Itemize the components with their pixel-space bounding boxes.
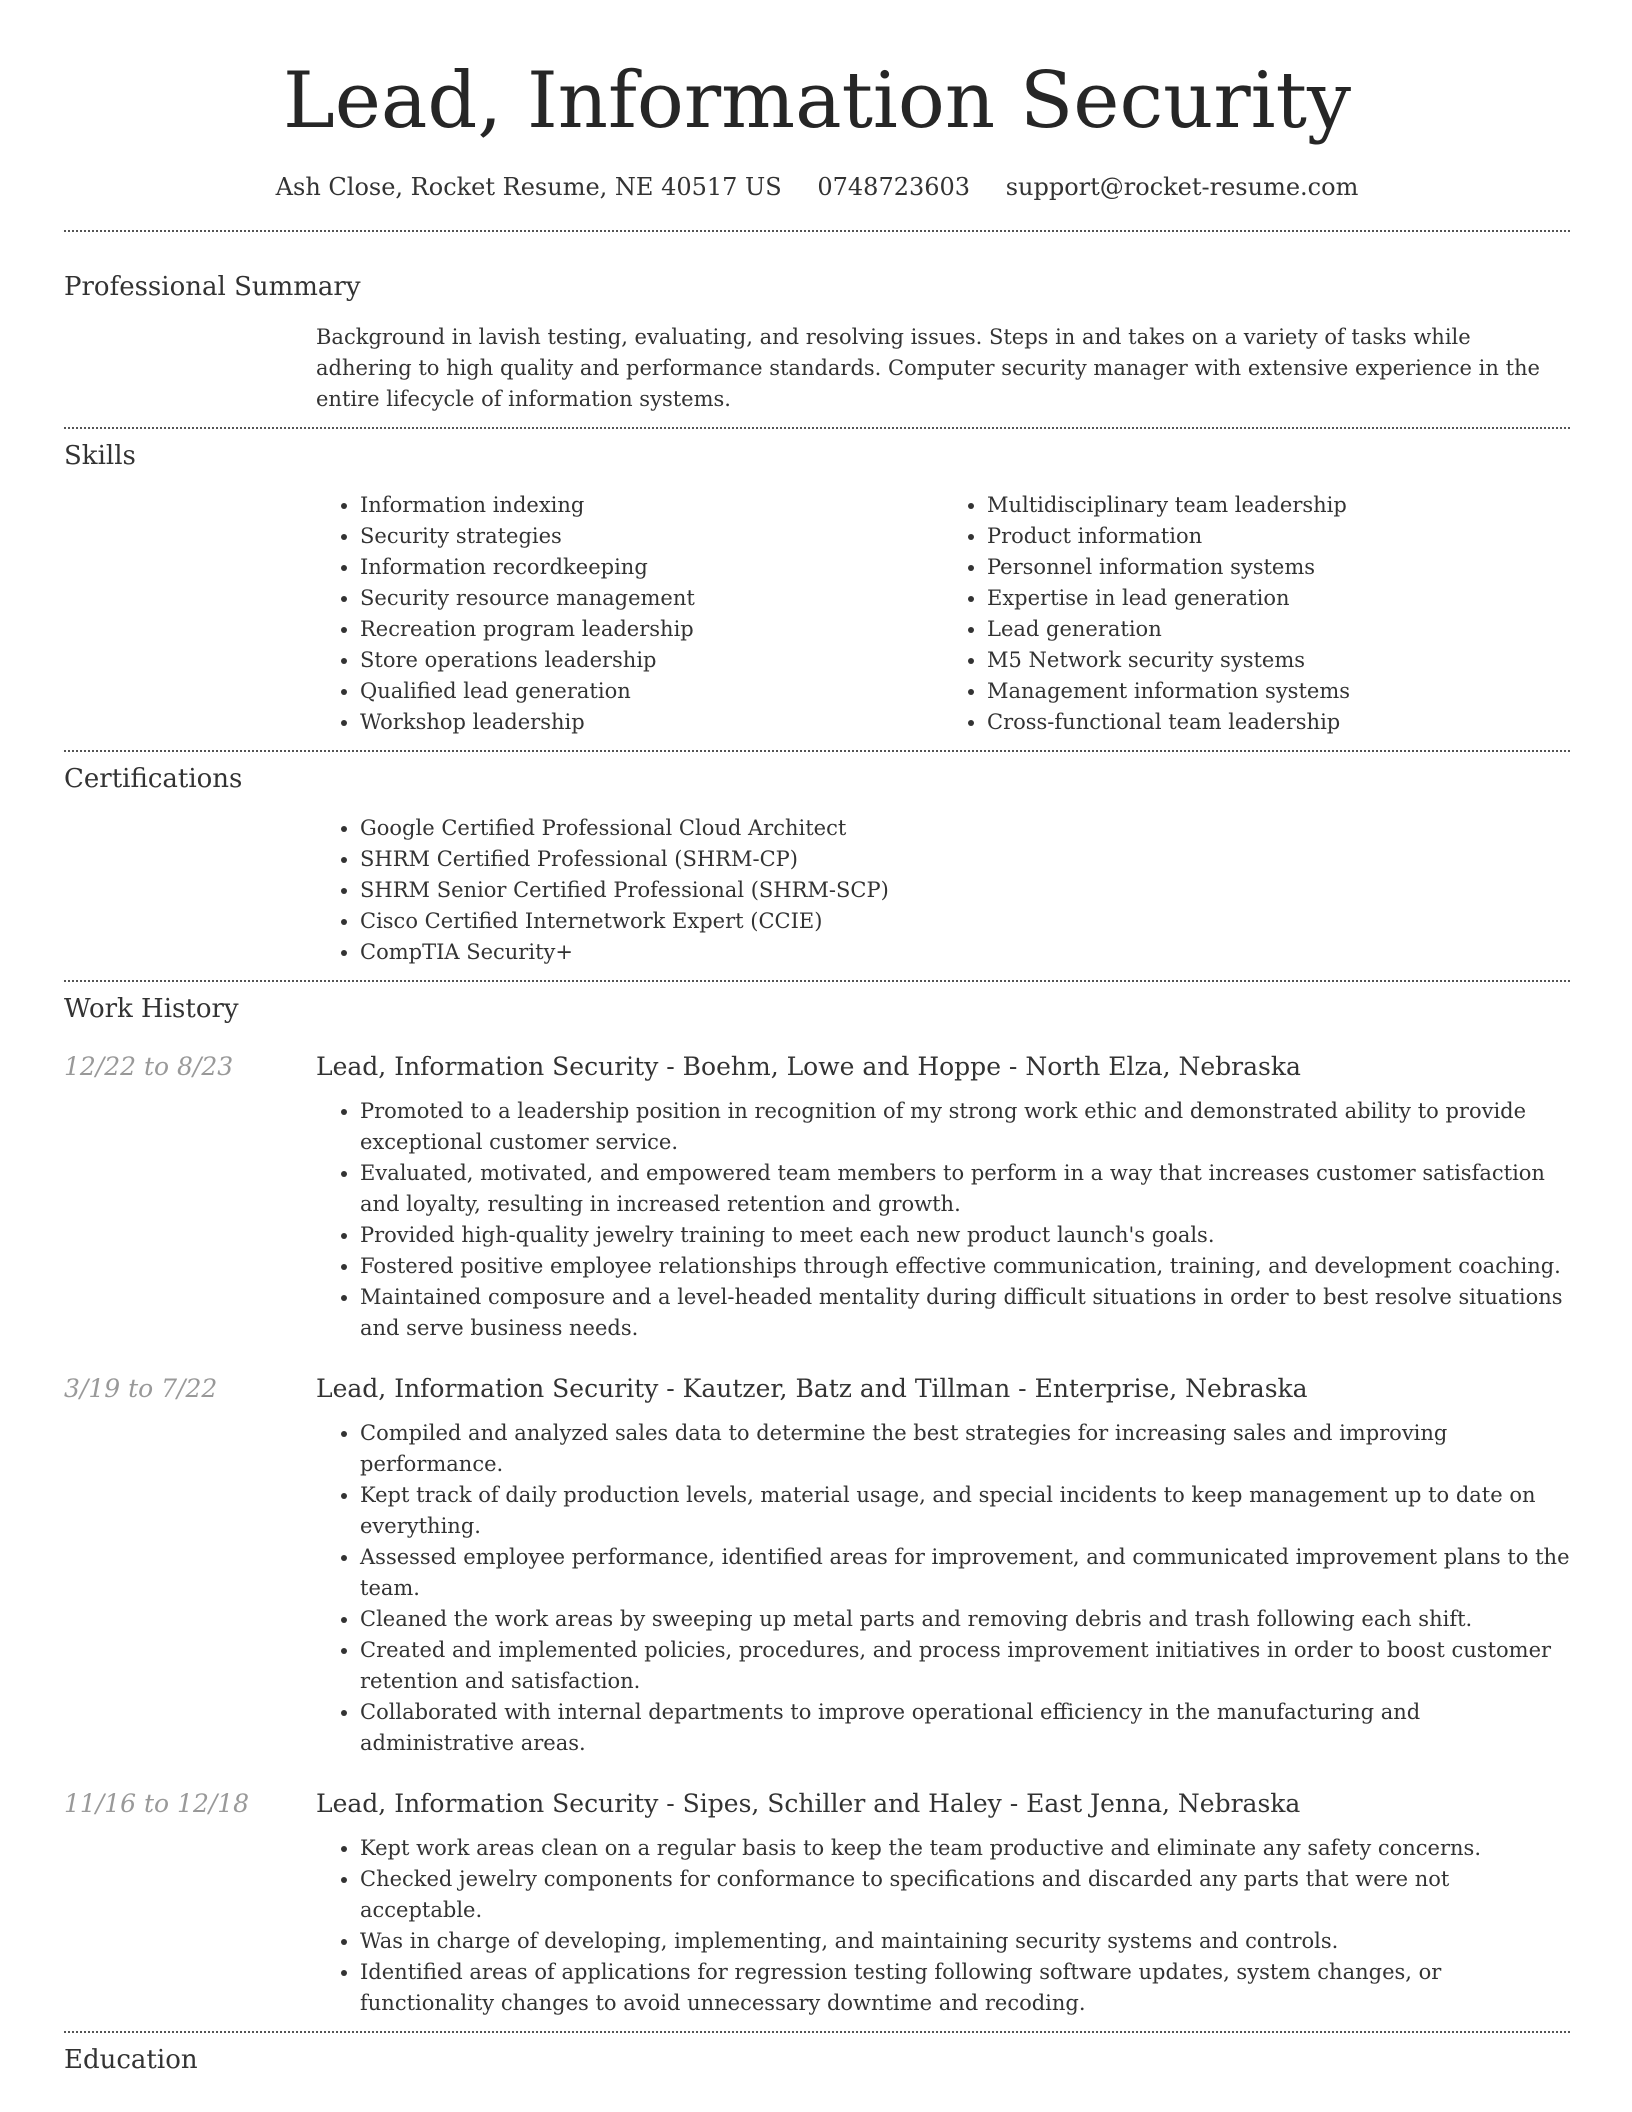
job-bullet: • Maintained composure and a level-headed mentality during difficult situations in order to best resolve situations and serve business needs.: [360, 1282, 1570, 1344]
skills-grid: [316, 490, 1570, 738]
skill-item: • Qualified lead generation: [360, 676, 943, 707]
job-title: Lead, Information Security - Kautzer, Batz and Tillman - Enterprise, Nebraska: [316, 1374, 1308, 1403]
job-details: [316, 1096, 1570, 1344]
skill-item: • Information recordkeeping: [360, 552, 943, 583]
divider: [64, 230, 1570, 232]
job-bullets: [316, 1418, 1570, 1759]
certifications-list: [316, 813, 1570, 968]
skill-item: • Security resource management: [360, 583, 943, 614]
job-bullet: • Created and implemented policies, procedures, and process improvement initiatives in order to boost customer retention and satisfaction.: [360, 1635, 1570, 1697]
job-bullet: • Kept track of daily production levels, material usage, and special incidents to keep management up to date on everything.: [360, 1480, 1570, 1542]
skill-item: • Workshop leadership: [360, 707, 943, 738]
job-title: Lead, Information Security - Sipes, Schiller and Haley - East Jenna, Nebraska: [316, 1789, 1301, 1818]
certification-item: • CompTIA Security+: [360, 937, 1570, 968]
divider: [64, 750, 1570, 752]
skill-item: • Expertise in lead generation: [987, 583, 1570, 614]
job-bullet: • Compiled and analyzed sales data to determine the best strategies for increasing sales and improving performance.: [360, 1418, 1570, 1480]
job-bullet: • Promoted to a leadership position in recognition of my strong work ethic and demonstrated ability to provide exceptional customer service.: [360, 1096, 1570, 1158]
page-title: Lead, Information Security: [282, 56, 1352, 146]
job-bullets: [316, 1096, 1570, 1344]
job-details: [316, 1418, 1570, 1759]
certifications-content: [316, 813, 1570, 968]
skill-item: • M5 Network security systems: [987, 645, 1570, 676]
job-bullet: • Collaborated with internal departments to improve operational efficiency in the manufacturing and administrative areas.: [360, 1697, 1570, 1759]
job-title: Lead, Information Security - Boehm, Lowe and Hoppe - North Elza, Nebraska: [316, 1052, 1301, 1081]
skill-item: • Recreation program leadership: [360, 614, 943, 645]
job-header: [64, 1372, 1570, 1406]
skill-item: • Multidisciplinary team leadership: [987, 490, 1570, 521]
job-bullet: • Kept work areas clean on a regular basis to keep the team productive and eliminate any safety concerns.: [360, 1833, 1570, 1864]
email-text: support@rocket-resume.com: [1005, 173, 1359, 201]
divider: [64, 980, 1570, 982]
section-title-skills: Skills: [64, 441, 136, 471]
phone-text: 0748723603: [817, 173, 971, 201]
skill-item: • Product information: [987, 521, 1570, 552]
summary-text: Background in lavish testing, evaluating, and resolving issues. Steps in and takes on a variety of tasks while adhering to high quality and performance standards. Computer security manager with extensive experience in the entire lifecycle of information systems.: [316, 325, 1540, 411]
section-title-summary: Professional Summary: [64, 272, 361, 302]
skill-item: • Personnel information systems: [987, 552, 1570, 583]
certification-item: • SHRM Certified Professional (SHRM-CP): [360, 844, 1570, 875]
job-dates: 12/22 to 8/23: [64, 1052, 234, 1081]
job-bullet: • Fostered positive employee relationships through effective communication, training, and development coaching.: [360, 1251, 1570, 1282]
job-details: [316, 1833, 1570, 2019]
skill-item: • Store operations leadership: [360, 645, 943, 676]
job-header: [64, 1787, 1570, 1821]
skills-list-right: [943, 490, 1570, 738]
certification-item: • SHRM Senior Certified Professional (SHRM-SCP): [360, 875, 1570, 906]
section-title-work-history: Work History: [64, 994, 239, 1024]
skill-item: • Lead generation: [987, 614, 1570, 645]
job-bullet: • Evaluated, motivated, and empowered team members to perform in a way that increases customer satisfaction and loyalty, resulting in increased retention and growth.: [360, 1158, 1570, 1220]
job-header: [64, 1050, 1570, 1084]
job-bullet: • Identified areas of applications for regression testing following software updates, system changes, or functionality changes to avoid unnecessary downtime and recoding.: [360, 1957, 1570, 2019]
section-title-certifications: Certifications: [64, 764, 243, 794]
job-bullet: • Provided high-quality jewelry training to meet each new product launch's goals.: [360, 1220, 1570, 1251]
job-bullets: [316, 1833, 1570, 2019]
job-bullet: • Assessed employee performance, identified areas for improvement, and communicated improvement plans to the team.: [360, 1542, 1570, 1604]
certification-item: • Cisco Certified Internetwork Expert (CCIE): [360, 906, 1570, 937]
job-bullet: • Was in charge of developing, implementing, and maintaining security systems and controls.: [360, 1926, 1570, 1957]
contact-line: [64, 170, 1570, 204]
job-dates: 3/19 to 7/22: [64, 1374, 218, 1403]
skill-item: • Information indexing: [360, 490, 943, 521]
divider: [64, 2031, 1570, 2033]
section-title-education: Education: [64, 2045, 198, 2075]
resume-page: [64, 0, 1570, 2077]
job-dates: 11/16 to 12/18: [64, 1789, 250, 1818]
skill-item: • Management information systems: [987, 676, 1570, 707]
skills-list-left: [316, 490, 943, 738]
skill-item: • Cross-functional team leadership: [987, 707, 1570, 738]
address-text: Ash Close, Rocket Resume, NE 40517 US: [275, 173, 782, 201]
skill-item: • Security strategies: [360, 521, 943, 552]
certification-item: • Google Certified Professional Cloud Architect: [360, 813, 1570, 844]
divider: [64, 427, 1570, 429]
job-bullet: • Cleaned the work areas by sweeping up metal parts and removing debris and trash following each shift.: [360, 1604, 1570, 1635]
job-bullet: • Checked jewelry components for conformance to specifications and discarded any parts that were not acceptable.: [360, 1864, 1570, 1926]
